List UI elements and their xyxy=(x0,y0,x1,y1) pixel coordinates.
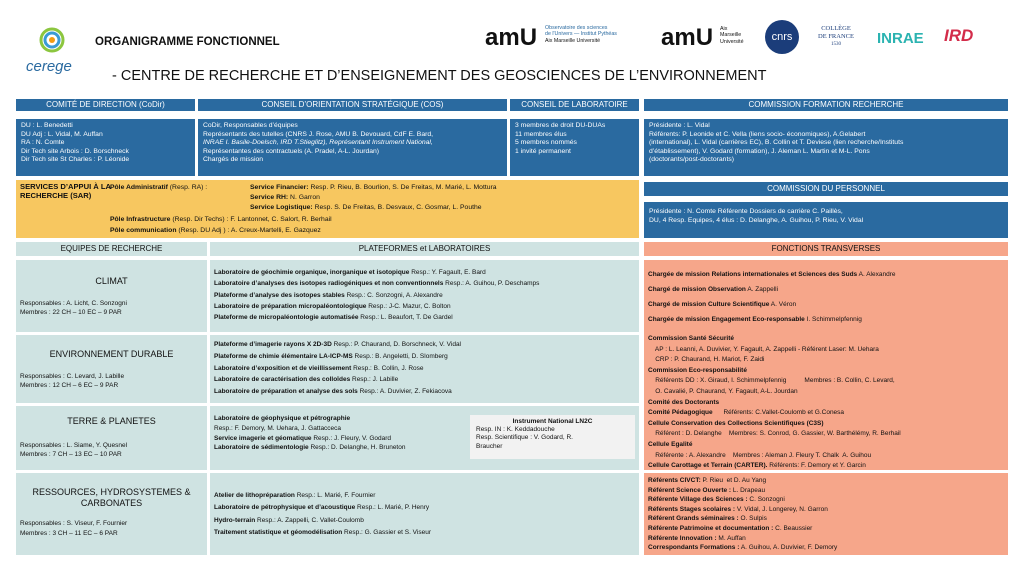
list-item xyxy=(214,301,635,312)
team-name: ENVIRONNEMENT DURABLE xyxy=(49,349,174,359)
list-item xyxy=(214,363,635,375)
item-text: A. Guihou, A. Duvivier, F. Demory xyxy=(739,544,838,552)
amu-sub-line: Marseille xyxy=(720,32,742,39)
item-bold: Laboratoire de sédimentologie xyxy=(214,444,309,452)
item-text: O. Sulpis xyxy=(738,515,767,523)
cfr-box xyxy=(644,119,1008,176)
cfr-line: Présidente : L. Vidal xyxy=(649,122,710,129)
list-item xyxy=(648,534,1004,544)
cos-line: CoDir, Responsables d’équipes xyxy=(203,122,298,129)
team-name-2: CARBONATES xyxy=(80,498,143,508)
codir-line: Dir Tech site Arbois : D. Borschneck xyxy=(21,147,129,155)
cos-line: Représentantes des contractuels (A. Pradel, A-L. Jourdan) xyxy=(203,147,380,155)
item-text: Resp.: J-C. Mazur, C. Bolton xyxy=(366,302,451,310)
pole-infrastructure-label: Pôle Infrastructure xyxy=(110,216,171,223)
fonctions-commissions xyxy=(644,322,1008,471)
list-item xyxy=(648,524,1004,534)
service-logistique-text: Resp. S. De Freitas, B. Desvaux, C. Gosmar, L. Pouthe xyxy=(312,204,482,211)
item-text: P. Rieu et D. Au Yang xyxy=(700,477,767,484)
list-item xyxy=(214,527,635,539)
item-text: Resp.: J. Labille xyxy=(350,376,399,384)
item-bold: Laboratoire de caractérisation des colloïdes xyxy=(214,376,351,384)
team-environnement xyxy=(16,335,207,403)
item-bold: Plateforme de micropaléontologie automatisée xyxy=(214,314,359,322)
item-text: Resp.: B. Collin, J. Rose xyxy=(351,364,424,372)
page-subtitle: - CENTRE DE RECHERCHE ET D’ENSEIGNEMENT DES GEOSCIENCES DE L’ENVIRONNEMENT xyxy=(112,68,767,84)
pole-admin-resp: (Resp. RA) : xyxy=(167,184,208,191)
item-bold: Traitement statistique et géomodélisation xyxy=(214,529,343,537)
college-de-france-logo xyxy=(810,25,862,49)
list-item xyxy=(648,387,1004,398)
cfr-header: COMMISSION FORMATION RECHERCHE xyxy=(644,99,1008,111)
cos-line: Chargés de mission xyxy=(203,156,264,164)
service-logistique xyxy=(250,204,482,213)
service-logistique-label: Service Logistique: xyxy=(250,204,313,211)
cp-line: DU, 4 Resp. Equipes, 4 élus : D. Delanghe, A. Guihou, P. Rieu, V. Vidal xyxy=(649,216,864,224)
service-financier-text: Resp. P. Rieu, B. Bourlion, S. De Freitas, M. Marié, L. Mottura xyxy=(308,184,497,191)
item-bold: Chargé de mission Observation xyxy=(648,286,746,293)
list-item xyxy=(214,278,635,289)
list-item xyxy=(648,440,1004,451)
cerege-logo-text: cerege xyxy=(26,58,72,75)
cerege-swirl-icon xyxy=(24,22,84,62)
item-bold: Référente Village des Sciences : xyxy=(648,496,748,504)
team-resp: Responsables : C. Levard, J. Labille xyxy=(20,373,125,380)
item-text: Resp.: C. Sonzogni, A. Alexandre xyxy=(344,291,443,299)
codir-line: Dir Tech site St Charles : P. Léonide xyxy=(21,156,130,164)
page-title: ORGANIGRAMME FONCTIONNEL xyxy=(95,36,280,48)
item-text: Resp.: F. Demory, M. Uehara, J. Gattacceca xyxy=(214,424,342,432)
list-item xyxy=(648,282,1004,297)
list-item xyxy=(648,355,1004,366)
amu-sub-line: Aix Marseille Université xyxy=(545,37,601,44)
codir-box xyxy=(16,119,195,176)
cerege-logo xyxy=(24,22,84,78)
team-name: TERRE & PLANETES xyxy=(67,416,156,426)
item-bold: Plateforme de chimie élémentaire LA-ICP-MS xyxy=(214,352,353,360)
item-bold: Correspondants Formations : xyxy=(648,544,740,552)
item-bold: Chargée de mission Relations internationales et Sciences des Suds xyxy=(648,271,858,278)
item-text: Resp.: Y. Fagault, E. Bard xyxy=(409,269,486,276)
item-text: Resp.: A. Zappelli, C. Vallet-Coulomb xyxy=(255,516,364,524)
item-text: Référents: F. Demory et Y. Garcin xyxy=(767,462,866,470)
list-item xyxy=(648,334,1004,345)
cdf-line: COLLÈGE xyxy=(821,25,851,32)
list-item xyxy=(648,408,1004,419)
item-bold: Référents Stages scolaires : xyxy=(648,505,736,513)
pole-admin-label: Pôle Administratif xyxy=(110,184,168,191)
item-bold: Référent Science Ouverte : xyxy=(648,486,732,494)
item-bold: Hydro-terrain xyxy=(214,516,256,524)
list-item xyxy=(648,505,1004,515)
list-item xyxy=(214,312,635,323)
team-resp: Responsables : A. Licht, C. Sonzogni xyxy=(20,300,127,307)
item-text: Référente : A. Alexandre Membres : Aleman J. Fleury T. Chalk A. Guihou xyxy=(648,451,872,459)
sar-box xyxy=(16,180,639,238)
list-item xyxy=(214,351,635,363)
cos-line: INRAE I. Basile-Doelsch, IRD T.Stieglitz), Représentant Instrument National, xyxy=(203,139,433,147)
cfr-line: (doctorants/post-doctorants) xyxy=(649,156,735,164)
item-bold: Laboratoire d’analyses des isotopes radiogéniques et non conventionnels xyxy=(214,280,444,288)
codir-line: RA : N. Comte xyxy=(21,139,65,147)
list-item xyxy=(214,386,635,398)
sar-title: SERVICES D’APPUI À LA RECHERCHE (SAR) xyxy=(20,182,111,200)
item-bold: Chargée de mission Engagement Eco-responsable xyxy=(648,316,805,323)
list-item xyxy=(648,345,1004,356)
cnrs-logo xyxy=(765,20,799,54)
list-item xyxy=(648,495,1004,505)
item-text: Resp.: P. Chaurand, D. Borschneck, V. Vidal xyxy=(331,341,461,348)
list-item xyxy=(648,366,1004,377)
amu-sub-line: Université xyxy=(720,38,744,45)
team-members: Membres : 3 CH – 11 EC – 6 PAR xyxy=(20,530,118,537)
item-bold: Cellule Conservation des Collections Scientifiques (C3S) xyxy=(648,419,824,427)
pole-infrastructure-text: (Resp. Dir Techs) : F. Lantonnet, C. Salort, R. Berhail xyxy=(170,216,332,223)
list-item xyxy=(214,515,635,527)
team-name: CLIMAT xyxy=(95,276,128,286)
list-item xyxy=(214,339,635,351)
service-rh xyxy=(250,194,320,203)
platforms-environnement xyxy=(210,335,639,403)
item-text: Resp.: L. Beaufort, T. De Gardel xyxy=(358,314,453,322)
pole-admin xyxy=(110,184,207,193)
plateformes-title: PLATEFORMES et LABORATOIRES xyxy=(210,242,639,256)
cos-header: CONSEIL D’ORIENTATION STRATÉGIQUE (COS) xyxy=(198,99,507,111)
item-bold: Référents CIVCT: xyxy=(648,477,701,484)
item-text: O. Cavalié, P. Chaurand, Y. Fagault, A-L. Jourdan xyxy=(648,387,798,395)
list-item xyxy=(648,398,1004,409)
codir-line: DU Adj : L. Vidal, M. Auffan xyxy=(21,130,103,138)
amu-sub-line: Observatoire des sciences xyxy=(545,25,608,31)
list-item xyxy=(648,451,1004,462)
cos-box xyxy=(198,119,507,176)
list-item xyxy=(214,490,635,502)
amu-logo-text: amU xyxy=(485,24,538,51)
list-item xyxy=(648,486,1004,496)
team-members: Membres : 12 CH – 6 EC – 9 PAR xyxy=(20,382,119,389)
pole-infrastructure xyxy=(110,216,332,225)
item-bold: Plateforme d’imagerie rayons X 2D-3D xyxy=(214,341,332,348)
cl-line: 5 membres nommés xyxy=(515,139,577,147)
ln2c-line: Resp. IN : K. Keddadouche xyxy=(476,426,555,434)
item-bold: Commission Eco-responsabilité xyxy=(648,366,747,374)
fonctions-title: FONCTIONS TRANSVERSES xyxy=(644,242,1008,256)
team-resp: Responsables : L. Siame, Y. Quesnel xyxy=(20,442,128,449)
item-bold: Laboratoire de préparation et analyse des sols xyxy=(214,388,358,396)
item-text: M. Auffan xyxy=(716,534,746,542)
item-text: AP : L. Leanni, A. Duvivier, Y. Fagault, A. Zappelli - Référent Laser: M. Uehara xyxy=(648,345,879,353)
item-bold: Comité des Doctorants xyxy=(648,398,720,406)
platforms-ressources xyxy=(210,473,639,555)
list-item xyxy=(648,543,1004,553)
codir-header: COMITÉ DE DIRECTION (CoDir) xyxy=(16,99,195,111)
item-text: I. Schimmelpfennig xyxy=(804,316,862,323)
cl-line: 11 membres élus xyxy=(515,130,567,138)
pole-communication-label: Pôle communication xyxy=(110,227,177,234)
amu-logo-text: amU xyxy=(661,24,714,51)
item-text: L. Drapeau xyxy=(731,486,766,494)
item-text: Resp.: L. Marié, P. Henry xyxy=(355,504,430,512)
list-item xyxy=(648,297,1004,312)
pole-communication-text: (Resp. DU Adj ) : A. Creux-Martelli, E. Gazquez xyxy=(176,227,321,234)
team-name: RESSOURCES, HYDROSYSTEMES & xyxy=(32,487,191,497)
service-rh-label: Service RH: xyxy=(250,194,289,201)
item-bold: Chargé de mission Culture Scientifique xyxy=(648,301,770,308)
item-text: Référents DD : X. Giraud, I. Schimmelpfennig Membres : B. Collin, C. Levard, xyxy=(648,377,895,385)
cdf-line: 1530 xyxy=(831,42,841,47)
item-bold: Commission Santé Sécurité xyxy=(648,335,734,342)
item-bold: Comité Pédagogique xyxy=(648,409,713,417)
item-text: A. Zappelli xyxy=(745,286,779,293)
item-text: Resp.: D. Delanghe, H. Bruneton xyxy=(308,444,406,452)
service-financier-label: Service Financier: xyxy=(250,184,309,191)
amu-logo xyxy=(661,24,756,54)
pole-communication xyxy=(110,227,321,236)
list-item xyxy=(648,514,1004,524)
ird-logo: IRD xyxy=(944,26,974,45)
cfr-line: d’établissement), V. Godard (formation), J. Aleman L. Martin et M-L. Pons xyxy=(649,147,870,155)
platforms-climat xyxy=(210,260,639,332)
cfr-line: Référents: P. Leonide et C. Vella (liens socio- économiques), A.Gelabert xyxy=(649,130,866,138)
ln2c-line: Resp. Scientifique : V. Godard, R. xyxy=(476,434,573,442)
list-item xyxy=(648,476,1004,486)
team-ressources xyxy=(16,473,207,555)
item-text: CRP : P. Chaurand, H. Mariot, F. Zaidi xyxy=(648,356,765,364)
item-bold: Référente Innovation : xyxy=(648,534,717,542)
team-climat xyxy=(16,260,207,332)
item-text: Resp.: L. Marié, F. Fournier xyxy=(294,492,376,499)
item-text: A. Alexandre xyxy=(857,271,896,278)
service-financier xyxy=(250,184,497,193)
item-bold: Laboratoire d’exposition et de vieillissement xyxy=(214,364,352,372)
item-bold: Atelier de lithopréparation xyxy=(214,492,295,499)
list-item xyxy=(214,374,635,386)
item-text: C. Beaussier xyxy=(773,524,813,532)
list-item xyxy=(648,419,1004,430)
cl-line: 3 membres de droit DU-DUAs xyxy=(515,122,606,129)
item-bold: Plateforme d’analyse des isotopes stables xyxy=(214,291,345,299)
team-members: Membres : 7 CH – 13 EC – 10 PAR xyxy=(20,451,122,458)
team-terre-planetes xyxy=(16,406,207,470)
list-item xyxy=(648,376,1004,387)
item-bold: Service imagerie et géomatique xyxy=(214,434,312,442)
cp-line: Présidente : N. Comte Référente Dossiers de carrière C. Paillès, xyxy=(649,208,843,215)
ln2c-line: Braucher xyxy=(476,442,503,450)
item-bold: Cellule Carottage et Terrain (CARTER). xyxy=(648,462,768,470)
amu-sub-line: de l'Univers — Institut Pythéas xyxy=(545,31,617,38)
item-bold: Référente Patrimoine et documentation : xyxy=(648,524,774,532)
cp-header: COMMISSION DU PERSONNEL xyxy=(644,182,1008,196)
list-item xyxy=(214,502,635,514)
item-bold: Laboratoire de géochimie organique, inorganique et isotopique xyxy=(214,269,410,276)
list-item xyxy=(214,290,635,301)
cnrs-logo-text: cnrs xyxy=(771,31,793,43)
list-item xyxy=(648,267,1004,282)
amu-pytheas-logo xyxy=(485,24,655,54)
team-members: Membres : 22 CH – 10 EC – 9 PAR xyxy=(20,309,122,316)
list-item xyxy=(214,267,635,278)
item-text: Resp.: A. Duvivier, Z. Fekiacova xyxy=(357,388,452,396)
item-text: Resp.: G. Gassier et S. Viseur xyxy=(342,529,431,537)
team-resp: Responsables : S. Viseur, F. Fournier xyxy=(20,520,128,527)
ln2c-box xyxy=(470,415,635,459)
item-bold: Laboratoire de préparation micropaléontologique xyxy=(214,302,367,310)
item-bold: Laboratoire de géophysique et pétrographie xyxy=(214,415,351,422)
service-rh-text: N. Garron xyxy=(288,194,320,201)
list-item xyxy=(648,429,1004,440)
cos-line: Représentants des tutelles (CNRS J. Rose, AMU B. Devouard, CdF E. Bard, xyxy=(203,130,434,138)
list-item xyxy=(648,461,1004,472)
item-text: V. Vidal, J. Longerey, N. Garron xyxy=(735,505,828,513)
cfr-line: (international), L. Vidal (carrières EC), B. Collin et T. Deviese (lien recherche/Instituts xyxy=(649,139,904,147)
cdf-line: DE FRANCE xyxy=(818,33,854,40)
cl-line: 1 invité permanent xyxy=(515,147,571,155)
inrae-logo: INRAE xyxy=(877,30,924,47)
item-bold: Référent Grands séminaires : xyxy=(648,515,739,523)
item-text: Resp.: B. Angeletti, D. Slomberg xyxy=(352,352,448,360)
item-text: Référents: C.Vallet-Coulomb et G.Conesa xyxy=(712,409,845,417)
cp-box xyxy=(644,202,1008,238)
cl-header: CONSEIL DE LABORATOIRE xyxy=(510,99,639,111)
item-text: C. Sonzogni xyxy=(747,496,785,504)
ln2c-title: Instrument National LN2C xyxy=(512,418,593,425)
item-text: Resp.: A. Guihou, P. Deschamps xyxy=(443,280,540,288)
item-bold: Cellule Egalité xyxy=(648,440,693,448)
item-bold: Laboratoire de pétrophysique et d’acoustique xyxy=(214,504,356,512)
amu-sub-line: Aix xyxy=(720,26,728,32)
fonctions-referents xyxy=(644,473,1008,555)
codir-line: DU : L. Benedetti xyxy=(21,122,73,129)
item-text: A. Véron xyxy=(769,301,797,308)
equipes-title: EQUIPES DE RECHERCHE xyxy=(16,242,207,256)
cl-box xyxy=(510,119,639,176)
item-text: Resp.: J. Fleury, V. Godard xyxy=(311,434,392,442)
item-text: Référent : D. Delanghe Membres: S. Conrod, G. Gassier, W. Barthélémy, R. Berhail xyxy=(648,430,901,438)
